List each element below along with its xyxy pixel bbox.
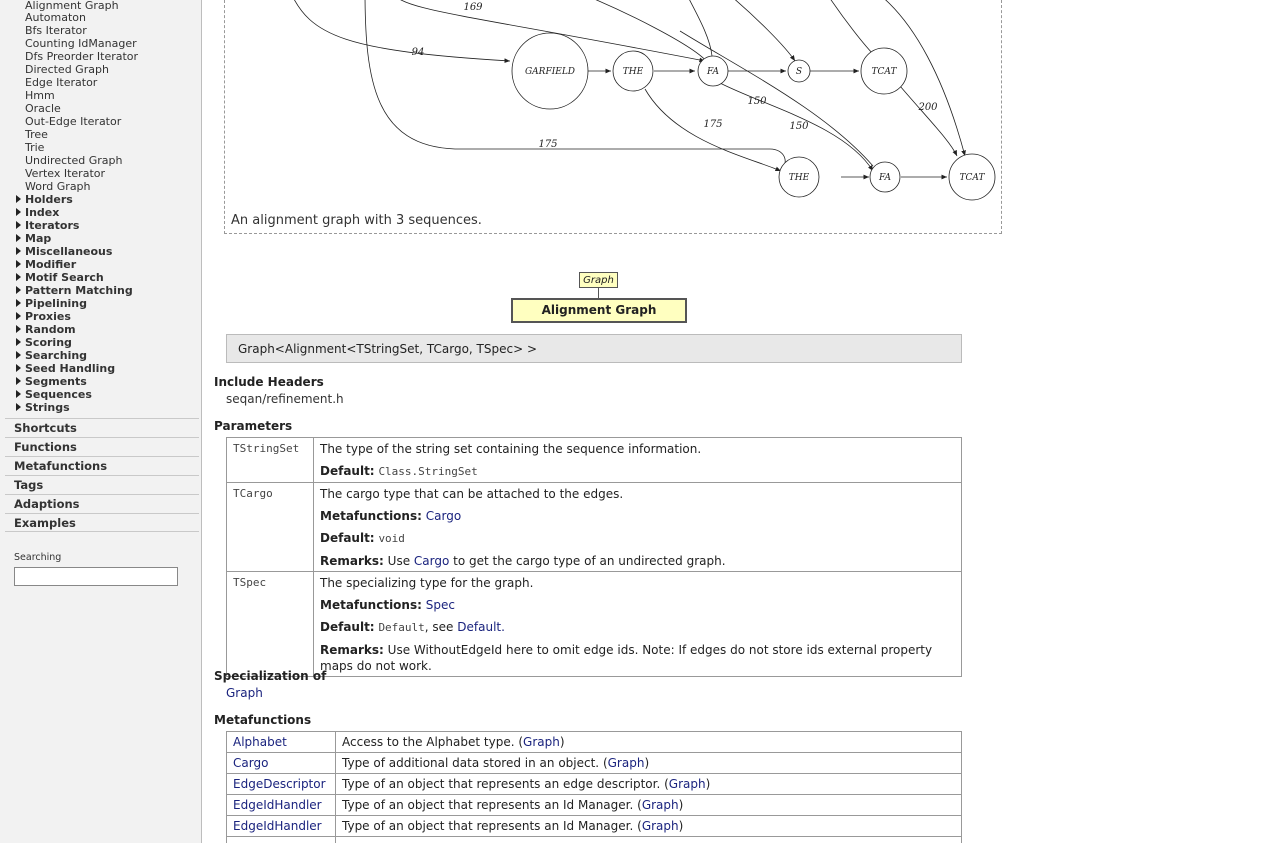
sidebar-group-random[interactable] [16,323,76,336]
param-remarks [320,553,955,569]
default-label: Default: [320,464,375,478]
group-label: Random [25,323,76,336]
expand-triangle-icon [16,195,21,203]
parameters-heading: Parameters [214,419,293,433]
search-label: Searching [14,552,62,563]
param-desc: The cargo type that can be attached to the edges. [320,487,624,501]
figure-caption: An alignment graph with 3 sequences. [231,213,482,228]
param-meta [320,508,955,524]
node-label: GARFIELD [524,67,576,77]
parameters-table [226,437,962,677]
edge-top-tcat [825,0,875,56]
expand-triangle-icon [16,221,21,229]
group-label: Miscellaneous [25,245,113,258]
sidebar-item-edge-iterator[interactable]: Edge Iterator [25,76,98,89]
cargo-link[interactable]: Cargo [425,509,462,523]
default-value: void [378,532,405,545]
desc-text: Type of an object that represents an edge descriptor. [342,777,661,791]
owner-link[interactable]: Graph [641,798,679,812]
sidebar-item-oracle[interactable]: Oracle [25,102,61,115]
sidebar-item-word-graph[interactable]: Word Graph [25,180,91,193]
group-label: Segments [25,375,87,388]
group-label: Pipelining [25,297,88,310]
hierarchy-parent-link[interactable]: Graph [579,272,618,288]
sidebar-item-bfs-iterator[interactable]: Bfs Iterator [25,24,87,37]
remarks-text: Use WithoutEdgeId here to omit edge ids. Note: If edges do not store ids external property maps do not work. [320,643,933,673]
metafunction-desc: Type of an object that represents an Id Manager. (Graph) [336,816,962,837]
specialization-heading: Specialization of [214,669,327,683]
edge-label: 94 [411,47,425,58]
include-file: seqan/refinement.h [226,392,344,406]
metafunction-desc: Type of an object that represents an Id Manager. (Graph) [336,795,962,816]
metafunction-name [227,837,336,843]
expand-triangle-icon [16,299,21,307]
remarks-label: Remarks: [320,643,384,657]
table-row [227,795,962,816]
group-label: Motif Search [25,271,104,284]
sidebar-group-motif-search[interactable] [16,271,104,284]
remarks-text: Use [387,554,411,568]
metafunction-desc: Access to the Alphabet type. (Graph) [336,732,962,753]
expand-triangle-icon [16,247,21,255]
group-label: Pattern Matching [25,284,133,297]
metafunction-desc: Type of additional data stored in an object. (Graph) [336,753,962,774]
metafunction-name[interactable] [227,795,336,816]
group-label: Holders [25,193,73,206]
param-default [320,530,955,547]
param-meta [320,597,955,613]
hierarchy-current: Alignment Graph [511,298,687,323]
sidebar-group-seed-handling[interactable] [16,362,115,375]
owner-link[interactable]: Graph [523,735,560,749]
param-desc: The type of the string set containing the sequence information. [320,442,702,456]
signature-box: Graph<Alignment<TStringSet, TCargo, TSpec> > [226,334,962,363]
edge-label: 200 [918,102,938,113]
desc-text: Type of an object that represents an Id Manager. [342,819,634,833]
table-row [227,774,962,795]
metafunctions-heading: Metafunctions [214,713,312,727]
group-label: Sequences [25,388,92,401]
cargo-link[interactable]: Cargo [413,554,450,568]
expand-triangle-icon [16,377,21,385]
sidebar-item-alignment-graph[interactable]: Alignment Graph [25,0,119,12]
group-label: Scoring [25,336,72,349]
node-label: FA [879,173,891,183]
sidebar-group-modifier[interactable] [16,258,76,271]
metafunction-name[interactable] [227,732,336,753]
default-label: Default: [320,531,375,545]
sidebar-section-adaptions[interactable]: Adaptions [5,494,199,513]
param-name: TCargo [227,483,314,572]
group-label: Iterators [25,219,80,232]
sidebar-item-dfs-preorder-iterator[interactable]: Dfs Preorder Iterator [25,50,139,63]
sidebar-item-counting-idmanager[interactable]: Counting IdManager [25,37,137,50]
group-label: Index [25,206,60,219]
node-label: THE [788,173,810,183]
search-input[interactable] [14,567,178,586]
sidebar-section-shortcuts[interactable]: Shortcuts [5,418,199,437]
sidebar-item-directed-graph[interactable]: Directed Graph [25,63,109,76]
group-label: Modifier [25,258,77,271]
metafunction-name[interactable] [227,774,336,795]
sidebar-item-undirected-graph[interactable]: Undirected Graph [25,154,123,167]
default-label: Default: [320,620,375,634]
sidebar-group-proxies[interactable] [16,310,71,323]
expand-triangle-icon [16,273,21,281]
table-row [227,483,962,572]
sidebar-section-functions[interactable]: Functions [5,437,199,456]
node-label: TCAT [959,173,985,183]
owner-link[interactable]: Graph [668,777,706,791]
owner-link[interactable]: Graph [607,756,645,770]
sidebar-group-pipelining[interactable] [16,297,87,310]
default-value: Default [378,621,425,634]
table-row [227,572,962,677]
sidebar-group-holders[interactable] [16,193,73,206]
node-label: S [795,67,803,77]
expand-triangle-icon [16,403,21,411]
edge-label: 175 [703,119,723,130]
sidebar-group-miscellaneous[interactable] [16,245,112,258]
edge-label: 175 [538,139,558,150]
owner-link[interactable]: Graph [641,819,679,833]
expand-triangle-icon [16,286,21,294]
sidebar-group-map[interactable] [16,232,51,245]
expand-triangle-icon [16,325,21,333]
group-label: Seed Handling [25,362,116,375]
alignment-graph-diagram [225,0,1003,235]
group-label: Proxies [25,310,71,323]
meta-label: Metafunctions: [320,509,422,523]
param-default [320,463,955,480]
metafunction-link[interactable]: Cargo [233,756,269,770]
desc-text: Type of additional data stored in an object. [342,756,600,770]
edge-150-b [680,31,873,166]
metafunction-link[interactable]: EdgeIdHandler [233,798,322,812]
sidebar-section-metafunctions[interactable]: Metafunctions [5,456,199,475]
desc-text: Type of an object that represents an Id Manager. [342,798,634,812]
table-row [227,732,962,753]
sidebar-group-pattern-matching[interactable] [16,284,133,297]
sidebar-item-automaton[interactable]: Automaton [25,11,87,24]
param-name: TStringSet [227,438,314,483]
sidebar-group-iterators[interactable] [16,219,79,232]
param-remarks [320,642,955,674]
sidebar-group-searching[interactable] [16,349,87,362]
expand-triangle-icon [16,260,21,268]
sidebar-item-trie[interactable]: Trie [25,141,45,154]
metafunction-desc: Type of an object that represents an edge descriptor. (Graph) [336,774,962,795]
param-desc-cell [314,483,962,572]
default-value: Class.StringSet [378,465,478,478]
expand-triangle-icon [16,208,21,216]
edge-top-s [725,0,795,61]
alignment-graph-figure [224,0,1002,234]
sidebar-section-examples[interactable]: Examples [5,513,199,532]
sidebar-item-out-edge-iterator[interactable]: Out-Edge Iterator [25,115,122,128]
sidebar-item-tree[interactable]: Tree [25,128,48,141]
remarks-label: Remarks: [320,554,384,568]
expand-triangle-icon [16,364,21,372]
sidebar-nav [0,0,202,843]
sidebar-group-sequences[interactable] [16,388,92,401]
sidebar-item-vertex-iterator[interactable]: Vertex Iterator [25,167,106,180]
sidebar-section-tags[interactable]: Tags [5,475,199,494]
sidebar-group-strings[interactable] [16,401,70,414]
metafunction-name[interactable] [227,816,336,837]
expand-triangle-icon [16,351,21,359]
group-label: Searching [25,349,88,362]
table-row [227,753,962,774]
default-sep: , see [424,620,454,634]
param-desc: The specializing type for the graph. [320,576,534,590]
metafunction-link[interactable]: Alphabet [233,735,287,749]
table-row [227,816,962,837]
sidebar-group-segments[interactable] [16,375,87,388]
expand-triangle-icon [16,338,21,346]
node-label: TCAT [871,67,897,77]
edge-label: 150 [747,96,767,107]
metafunction-link[interactable]: EdgeIdHandler [233,819,322,833]
param-desc-cell [314,572,962,677]
hierarchy-connector [598,288,599,298]
table-row [227,837,962,843]
node-label: THE [622,67,644,77]
edge-label: 169 [463,2,483,13]
spec-link[interactable]: Spec [425,598,455,612]
group-label: Map [25,232,52,245]
include-headers-heading: Include Headers [214,375,324,389]
specialization-graph-link[interactable]: Graph [226,686,263,700]
main-content [202,0,1264,843]
default-link[interactable]: Default. [457,620,505,634]
edge-200 [900,86,957,156]
sidebar-group-index[interactable] [16,206,59,219]
node-label: FA [707,67,719,77]
group-label: Strings [25,401,70,414]
expand-triangle-icon [16,390,21,398]
param-desc-cell [314,438,962,483]
param-default [320,619,955,636]
sidebar-item-hmm[interactable]: Hmm [25,89,55,102]
metafunction-desc [336,837,962,843]
sidebar-group-scoring[interactable] [16,336,72,349]
expand-triangle-icon [16,234,21,242]
metafunction-link[interactable]: EdgeDescriptor [233,777,326,791]
meta-label: Metafunctions: [320,598,422,612]
table-row [227,438,962,483]
desc-text: Access to the Alphabet type. [342,735,515,749]
remarks-text: to get the cargo type of an undirected graph. [453,554,726,568]
metafunctions-table [226,731,962,843]
expand-triangle-icon [16,312,21,320]
metafunction-name[interactable] [227,753,336,774]
edge-label: 150 [789,121,809,132]
param-name: TSpec [227,572,314,677]
